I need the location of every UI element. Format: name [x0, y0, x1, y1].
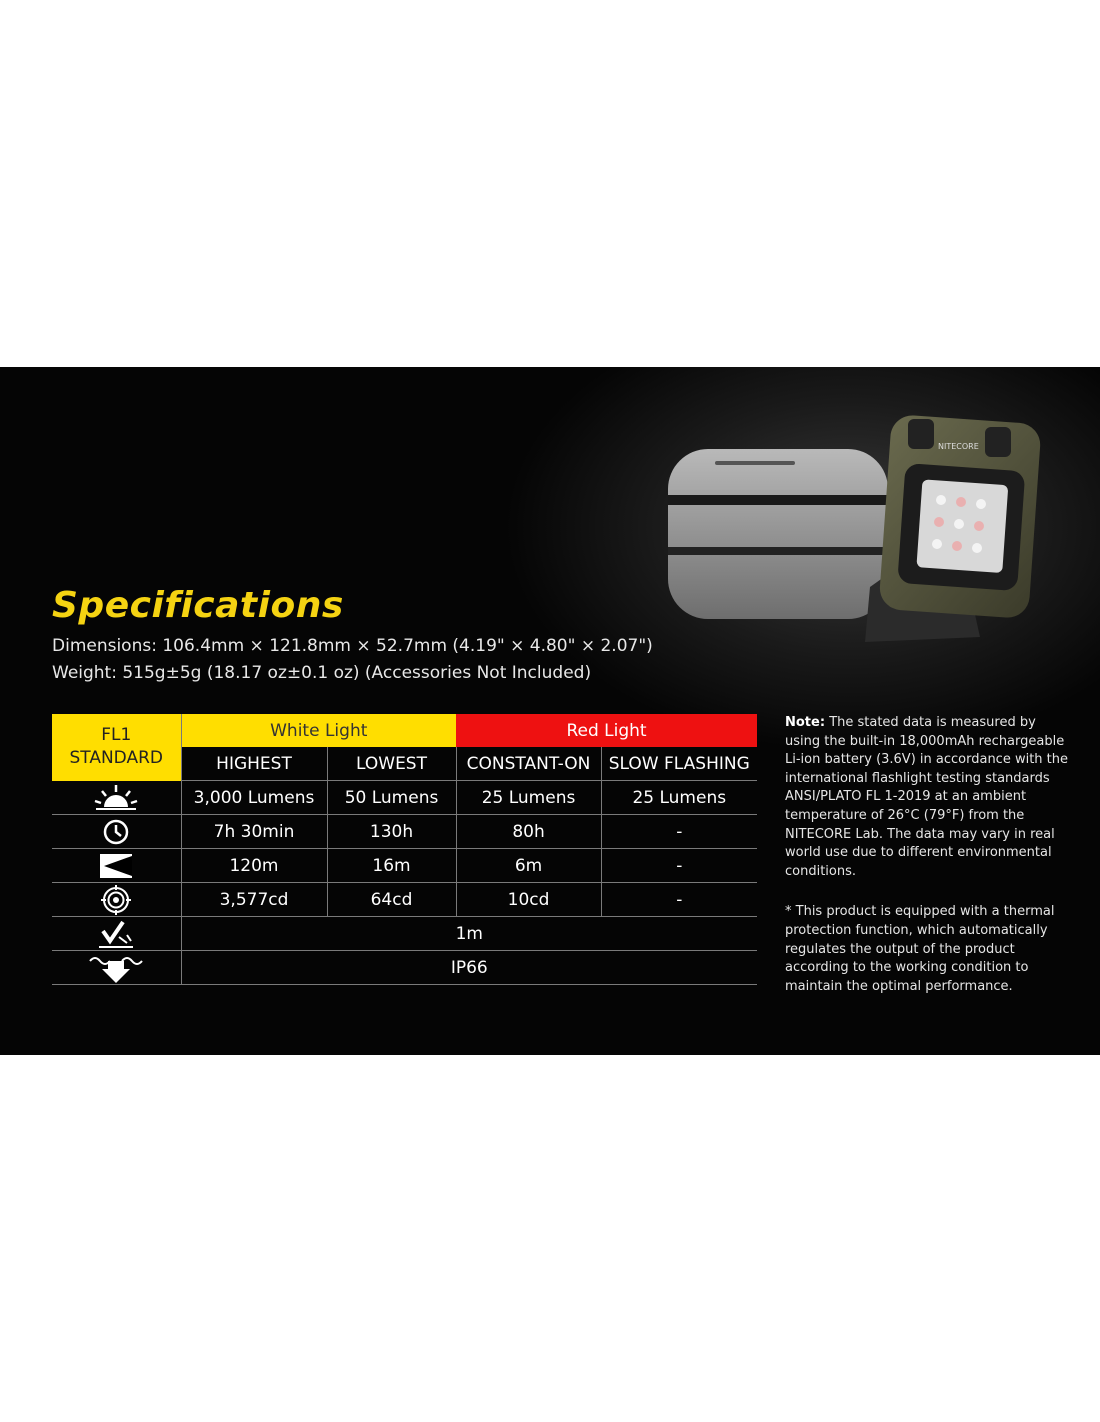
table-cell: 10cd [456, 883, 601, 917]
carrying-case [668, 449, 888, 619]
table-cell: 64cd [327, 883, 456, 917]
red-light-header: Red Light [456, 714, 757, 747]
table-cell: 6m [456, 849, 601, 883]
spec-table [52, 714, 757, 985]
table-cell: IP66 [181, 951, 757, 985]
notes-panel [785, 714, 1070, 996]
table-cell: 1m [181, 917, 757, 951]
table-cell: 16m [327, 849, 456, 883]
table-cell: 25 Lumens [456, 781, 601, 815]
table-cell: - [601, 815, 757, 849]
mode-header: SLOW FLASHING [601, 747, 757, 781]
beam-distance-icon [52, 849, 181, 883]
waterproof-icon [52, 951, 181, 985]
table-row [52, 951, 757, 985]
white-light-header: White Light [181, 714, 456, 747]
mode-header: LOWEST [327, 747, 456, 781]
table-cell: 3,000 Lumens [181, 781, 327, 815]
mode-header: HIGHEST [181, 747, 327, 781]
table-cell: 3,577cd [181, 883, 327, 917]
product-image [640, 397, 1080, 697]
note-label: Note: [785, 715, 826, 730]
note-paragraph [785, 714, 1070, 881]
table-row [52, 781, 757, 815]
table-cell: 120m [181, 849, 327, 883]
impact-resistance-icon [52, 917, 181, 951]
thermal-note: * This product is equipped with a thermal protection function, which automatically regulates the output of the product according to the working condition to maintain the optimal performance. [785, 904, 1055, 994]
dimensions-text: Dimensions: 106.4mm × 121.8mm × 52.7mm (4.19" × 4.80" × 2.07") [52, 636, 653, 656]
page-title: Specifications [52, 585, 344, 626]
table-row [52, 849, 757, 883]
brand-label: NITECORE [938, 442, 979, 451]
table-cell: 50 Lumens [327, 781, 456, 815]
fl1-label: FL1 [101, 725, 132, 746]
table-cell: 130h [327, 815, 456, 849]
table-cell: 80h [456, 815, 601, 849]
table-cell: 25 Lumens [601, 781, 757, 815]
note-text: The stated data is measured by using the built-in 18,000mAh rechargeable Li-ion battery (3.6V) in accordance with the international flashlight testing standards ANSI/PLATO FL 1-2019 at an ambient temperature of 26°C (79°F) from the NITECORE Lab. The data may vary in real world use due to different environmental conditions. [785, 715, 1069, 879]
mode-header: CONSTANT-ON [456, 747, 601, 781]
spec-banner [0, 367, 1100, 1055]
work-light [878, 414, 1041, 619]
sun-output-icon [52, 781, 181, 815]
table-row [52, 815, 757, 849]
table-cell: 7h 30min [181, 815, 327, 849]
fl1-standard-header [52, 714, 181, 781]
table-cell: - [601, 849, 757, 883]
table-row [52, 883, 757, 917]
clock-runtime-icon [52, 815, 181, 849]
table-cell: - [601, 883, 757, 917]
weight-text: Weight: 515g±5g (18.17 oz±0.1 oz) (Accessories Not Included) [52, 663, 592, 683]
standard-label: STANDARD [69, 748, 164, 769]
table-row [52, 917, 757, 951]
target-intensity-icon [52, 883, 181, 917]
